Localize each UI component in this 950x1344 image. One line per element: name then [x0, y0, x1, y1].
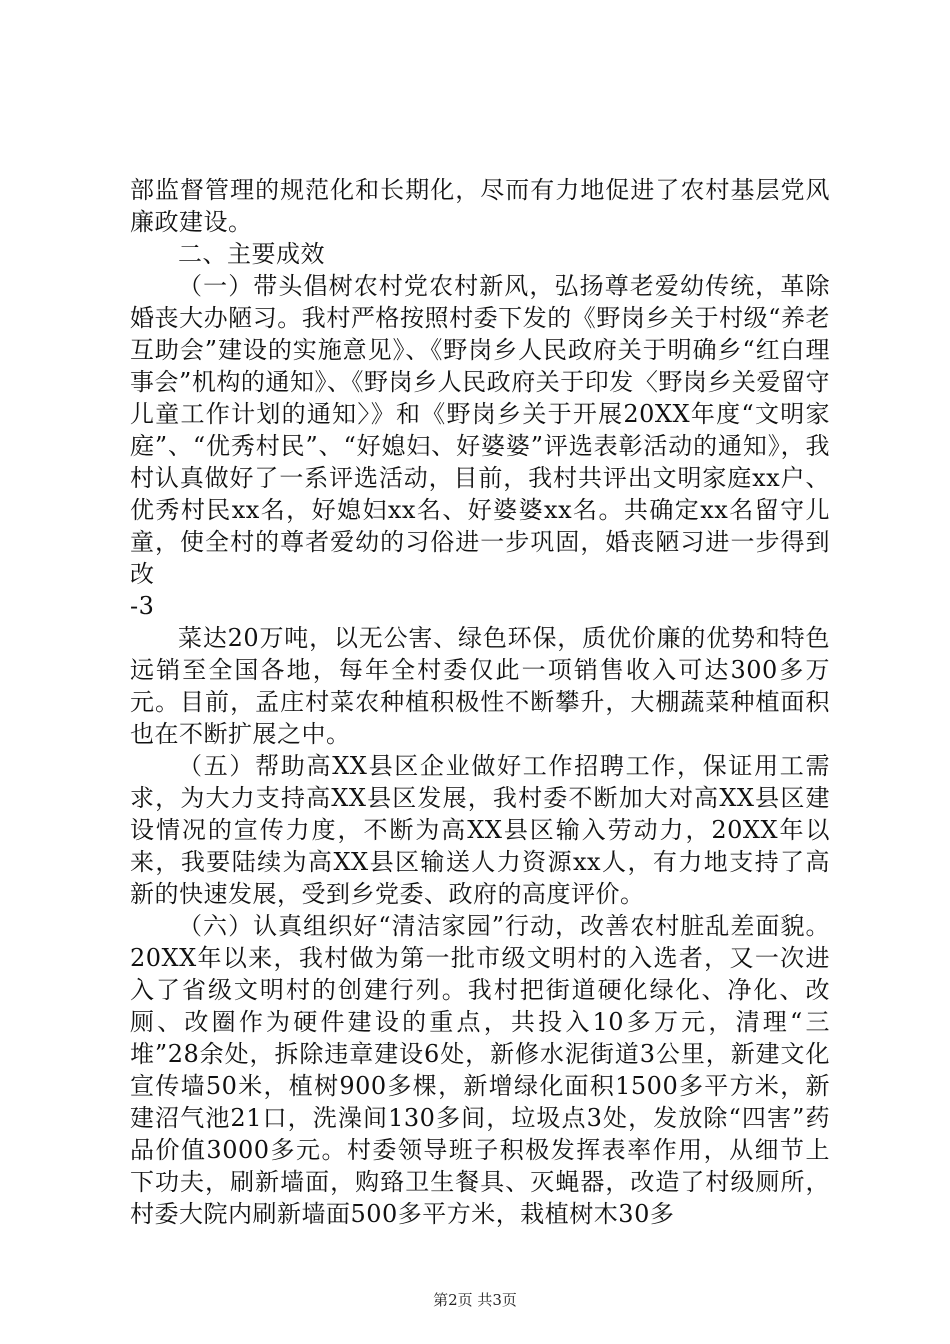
paragraph-5: 菜达20万吨，以无公害、绿色环保，质优价廉的优势和特色远销至全国各地，每年全村委仅此一项销售收入可达300多万元。目前，孟庄村菜农种植积极性不断攀升，大棚蔬菜种植面积也在不断扩展之中。 — [130, 624, 830, 748]
section-heading: 二、主要成效 — [178, 240, 325, 268]
paragraph-7: （六）认真组织好“清洁家园”行动，改善农村脏乱差面貌。20XX年以来，我村做为第一批市级文明村的入选者，又一次进入了省级文明村的创建行列。我村把街道硬化绿化、净化、改厕、改圈作为硬件建设的重点，共投入10多万元，清理“三堆”28余处，拆除违章建设6处，新修水泥街道3公里，新建文化宣传墙50米，植树900多棵，新增绿化面积1500多平方米，新建沼气池21口，洗澡间130多间，垃圾点3处，发放除“四害”药品价值3000多元。村委领导班子积极发挥表率作用，从细节上下功夫，刷新墙面，购臵卫生餐具、灭蝇器，改造了村级厕所，村委大院内刷新墙面500多平方米，栽植树木30多 — [130, 912, 830, 1228]
page-number-label: 第2页 共3页 — [433, 1291, 517, 1309]
page-footer — [0, 1290, 950, 1310]
document-body — [130, 174, 830, 1230]
paragraph-3: （一）带头倡树农村党农村新风，弘扬尊老爱幼传统，革除婚丧大办陋习。我村严格按照村委下发的《野岗乡关于村级“养老互助会”建设的实施意见》、《野岗乡人民政府关于明确乡“红白理事会”机构的通知》、《野岗乡人民政府关于印发〈野岗乡关爱留守儿童工作计划的通知〉》和《野岗乡关于开展20XX年度“文明家庭”、“优秀村民”、“好媳妇、好婆婆”评选表彰活动的通知》，我村认真做好了一系评选活动，目前，我村共评出文明家庭xx户、优秀村民xx名，好媳妇xx名、好婆婆xx名。共确定xx名留守儿童，使全村的尊者爱幼的习俗进一步巩固，婚丧陋习进一步得到改 — [130, 272, 830, 588]
paragraph-6: （五）帮助高XX县区企业做好工作招聘工作，保证用工需求，为大力支持高XX县区发展，我村委不断加大对高XX县区建设情况的宣传力度，不断为高XX县区输入劳动力，20XX年以来，我要陆续为高XX县区输送人力资源xx人，有力地支持了高新的快速发展，受到乡党委、政府的高度评价。 — [130, 752, 830, 908]
paragraph-1: 部监督管理的规范化和长期化，尽而有力地促进了农村基层党风廉政建设。 — [130, 176, 830, 236]
page-break-marker: -3 — [130, 592, 155, 620]
